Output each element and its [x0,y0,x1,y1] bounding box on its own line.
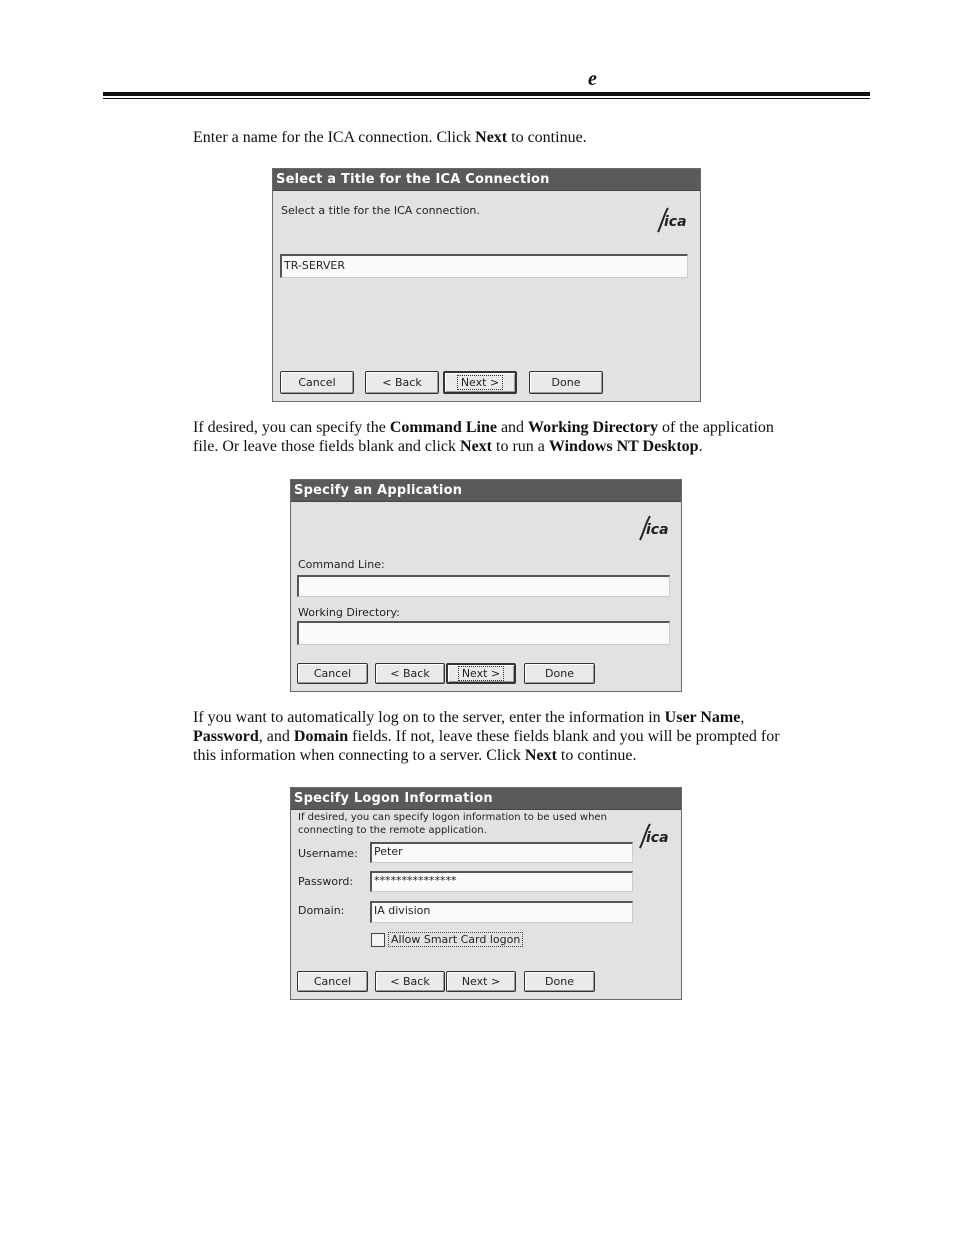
smart-card-label[interactable]: Allow Smart Card logon [391,933,521,946]
domain-label: Domain: [298,904,345,917]
cancel-button[interactable]: Cancel [280,371,354,394]
password-label: Password: [298,875,354,888]
cancel-button[interactable]: Cancel [297,971,368,992]
select-title-dialog [272,168,701,402]
header-letter: e [588,68,597,90]
command-line-input[interactable] [297,575,670,597]
ica-logo-icon [636,820,670,852]
dialog-prompt: Select a title for the ICA connection. [281,204,480,217]
dialog-description-line-2: connecting to the remote application. [298,825,487,836]
done-button[interactable]: Done [524,971,595,992]
next-button[interactable]: Next > [446,663,516,684]
domain-input[interactable]: IA division [370,901,633,923]
connection-title-input[interactable]: TR-SERVER [280,254,688,278]
dialog-title: Select a Title for the ICA Connection [273,169,700,191]
back-button[interactable]: < Back [375,971,445,992]
specify-application-dialog [290,479,682,692]
header-rule-thin [103,98,870,99]
svg-text:ica: ica [646,830,669,846]
dialog-title: Specify Logon Information [291,788,681,810]
logon-information-dialog [290,787,682,1000]
smart-card-checkbox[interactable] [371,933,385,947]
instruction-paragraph-2: If desired, you can specify the Command Line and Working Directory of the application file. Or leave those fields blank and click Next to run a Windows NT Desktop. [193,419,774,455]
username-input[interactable]: Peter [370,842,633,863]
svg-text:ica: ica [664,214,687,230]
username-label: Username: [298,847,358,860]
ica-logo-icon [654,204,688,236]
next-button[interactable]: Next > [443,371,517,394]
instruction-paragraph-1: Enter a name for the ICA connection. Click Next to continue. [193,129,587,146]
dialog-title: Specify an Application [291,480,681,502]
ica-logo-icon [636,512,670,544]
header-rule [103,92,870,96]
next-button[interactable]: Next > [446,971,516,992]
done-button[interactable]: Done [529,371,603,394]
password-input[interactable]: *************** [370,871,633,892]
back-button[interactable]: < Back [365,371,439,394]
working-directory-input[interactable] [297,621,670,645]
back-button[interactable]: < Back [375,663,445,684]
command-line-label: Command Line: [298,558,385,571]
done-button[interactable]: Done [524,663,595,684]
cancel-button[interactable]: Cancel [297,663,368,684]
working-directory-label: Working Directory: [298,606,400,619]
svg-text:ica: ica [646,522,669,538]
instruction-paragraph-3: If you want to automatically log on to the server, enter the information in User Name, Password, and Domain fields. If not, leave these fields blank and you will be prompted for this information when connecting to a server. Click Next to continue. [193,709,780,764]
dialog-description-line-1: If desired, you can specify logon information to be used when [298,812,607,823]
